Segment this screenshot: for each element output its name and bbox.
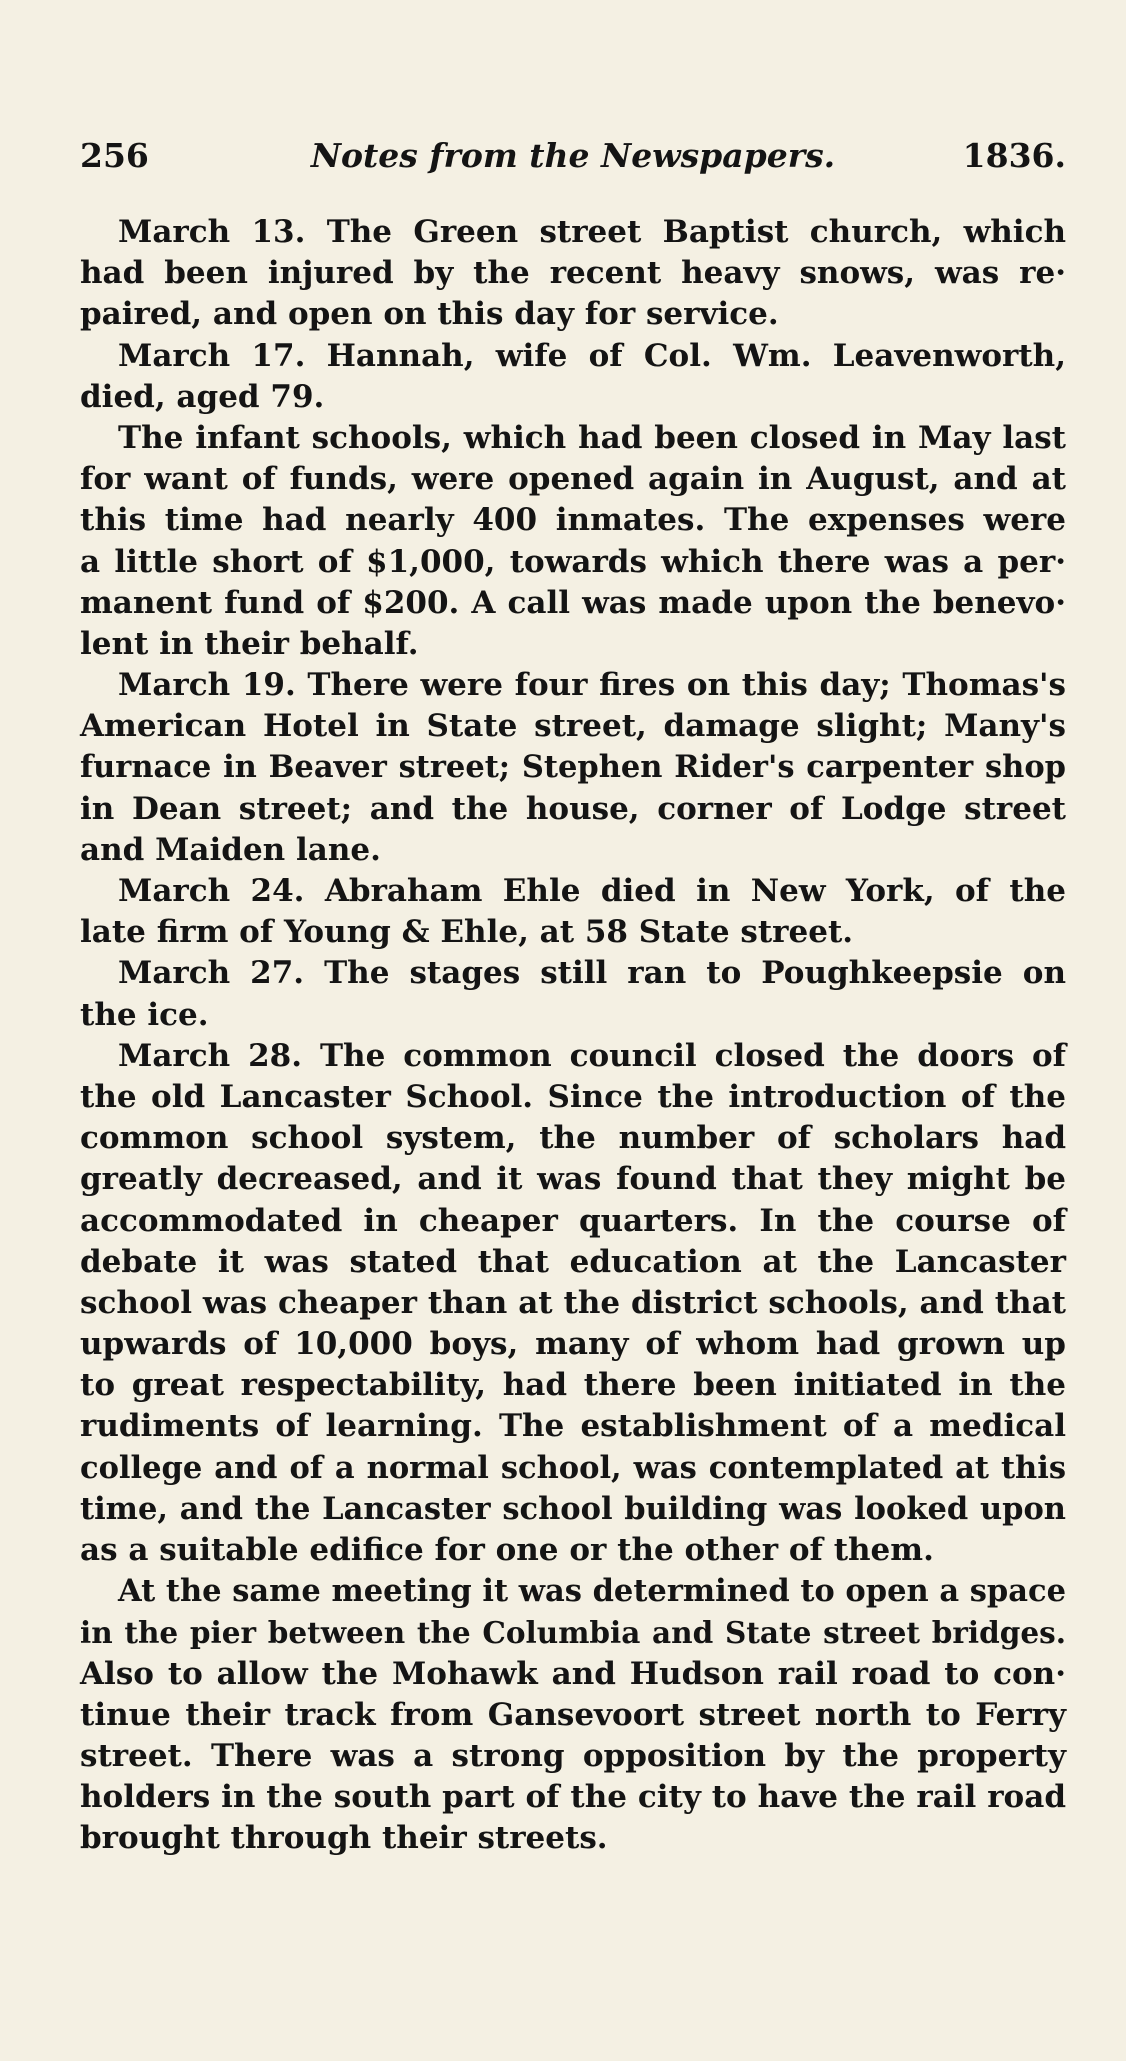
text-line: rudiments of learning. The establishment of a medical	[80, 1408, 1066, 1445]
text-line: Also to allow the Mohawk and Hudson rail road to con·	[80, 1655, 1066, 1692]
text-line: college and of a normal school, was contemplated at this	[80, 1449, 1066, 1486]
running-year: 1836.	[962, 136, 1066, 175]
text-line: American Hotel in State street, damage slight; Many's	[80, 708, 1066, 745]
text-line: to great respectability, had there been initiated in the	[80, 1367, 1066, 1404]
text-line: At the same meeting it was determined to open a space	[118, 1573, 1066, 1610]
text-line: tinue their track from Gansevoort street north to Ferry	[80, 1696, 1066, 1733]
text-line: brought through their streets.	[80, 1820, 608, 1857]
text-line: as a suitable edifice for one or the other of them.	[80, 1532, 934, 1568]
text-line: street. There was a strong opposition by the property	[80, 1737, 1066, 1774]
text-line: in the pier between the Columbia and State street bridges.	[80, 1615, 1066, 1651]
text-line: March 24. Abraham Ehle died in New York, of the	[118, 873, 1066, 909]
text-line: debate it was stated that education at the Lancaster	[80, 1243, 1066, 1280]
text-line: March 28. The common council closed the doors of	[118, 1037, 1066, 1074]
running-title: Notes from the Newspapers.	[310, 136, 836, 175]
text-line: March 27. The stages still ran to Poughkeepsie on	[118, 955, 1066, 992]
text-line: common school system, the number of scholars had	[80, 1120, 1066, 1157]
page-number: 256	[80, 136, 149, 175]
text-line: lent in their behalf.	[80, 625, 419, 662]
text-line: the ice.	[80, 996, 209, 1033]
text-line: and Maiden lane.	[80, 831, 381, 868]
body-text	[80, 212, 1066, 1860]
text-line: died, aged 79.	[80, 378, 325, 415]
running-head	[80, 136, 1066, 186]
text-line: March 17. Hannah, wife of Col. Wm. Leavenworth,	[118, 337, 1066, 374]
text-line: March 13. The Green street Baptist church, which	[118, 214, 1066, 250]
text-line: a little short of $1,000, towards which there was a per·	[80, 543, 1066, 580]
text-line: the old Lancaster School. Since the introduction of the	[80, 1078, 1066, 1115]
text-line: late firm of Young & Ehle, at 58 State street.	[80, 914, 854, 951]
text-line: March 19. There were four fires on this day; Thomas's	[118, 667, 1066, 704]
text-line: had been injured by the recent heavy snows, was re·	[80, 255, 1066, 292]
text-line: time, and the Lancaster school building was looked upon	[80, 1490, 1066, 1527]
text-line: accommodated in cheaper quarters. In the course of	[80, 1202, 1066, 1239]
text-line: greatly decreased, and it was found that they might be	[80, 1161, 1066, 1198]
text-line: school was cheaper than at the district schools, and that	[80, 1284, 1066, 1321]
text-line: in Dean street; and the house, corner of Lodge street	[80, 790, 1066, 827]
text-line: manent fund of $200. A call was made upon the benevo·	[80, 584, 1066, 621]
text-line: for want of funds, were opened again in August, and at	[80, 461, 1066, 498]
text-line: The infant schools, which had been closed in May last	[118, 419, 1066, 456]
text-line: paired, and open on this day for service.	[80, 296, 779, 333]
text-line: holders in the south part of the city to have the rail road	[80, 1779, 1066, 1816]
text-line: upwards of 10,000 boys, many of whom had grown up	[80, 1326, 1066, 1363]
text-line: this time had nearly 400 inmates. The expenses were	[80, 502, 1066, 539]
text-line: furnace in Beaver street; Stephen Rider's carpenter shop	[80, 749, 1066, 786]
